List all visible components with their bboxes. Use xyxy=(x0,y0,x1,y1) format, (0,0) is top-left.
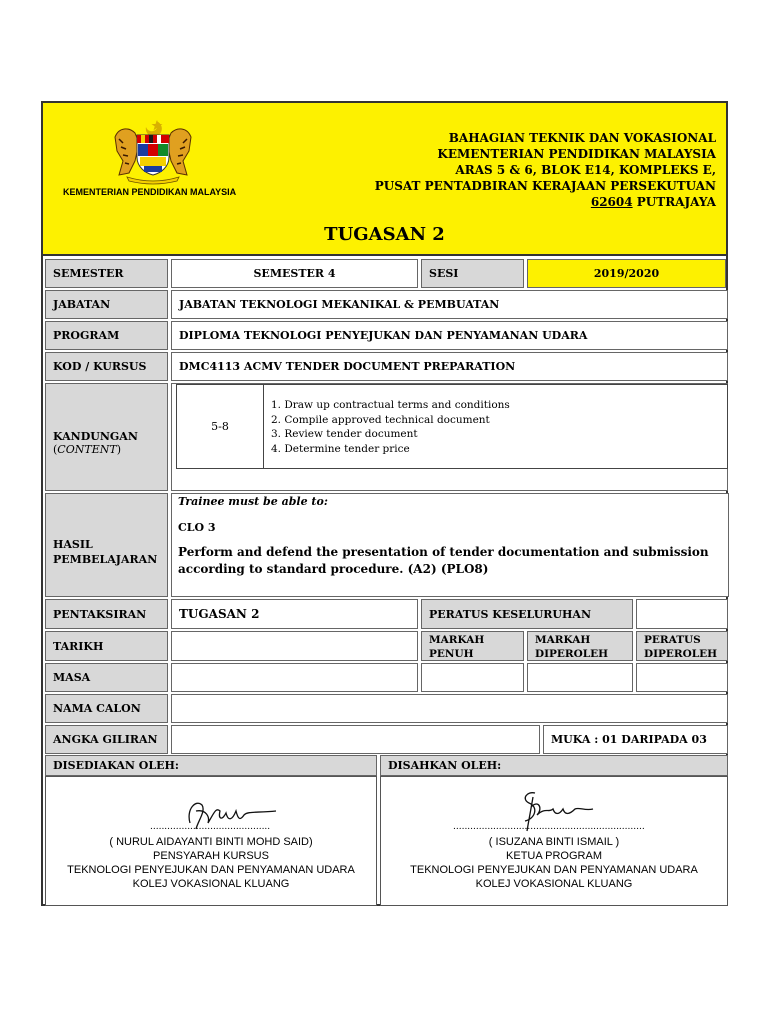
learning-outcome-box xyxy=(171,493,729,597)
prepared-signature-box xyxy=(45,776,377,906)
peratus-diperoleh-value xyxy=(636,663,728,692)
tarikh-label: TARIKH xyxy=(45,631,168,661)
signature-line: .......................................... xyxy=(150,822,271,832)
document-title: TUGASAN 2 xyxy=(324,224,445,245)
prepared-signatory-role: PENSYARAH KURSUS xyxy=(153,850,269,862)
outcome-clo: CLO 3 xyxy=(178,521,216,534)
kandungan-label-cell xyxy=(45,383,168,491)
angka-giliran-label: ANGKA GILIRAN xyxy=(45,725,168,754)
kod-kursus-label: KOD / KURSUS xyxy=(45,352,168,381)
pentaksiran-label: PENTAKSIRAN xyxy=(45,599,168,629)
address-line: ARAS 5 & 6, BLOK E14, KOMPLEKS E, xyxy=(455,163,716,177)
assignment-cover-sheet xyxy=(41,101,728,906)
page-number: MUKA : 01 DARIPADA 03 xyxy=(543,725,728,754)
signature-line: ................................................................... xyxy=(453,822,645,832)
address-line: PUSAT PENTADBIRAN KERAJAAN PERSEKUTUAN xyxy=(374,179,716,193)
content-table xyxy=(176,384,728,469)
address-line: KEMENTERIAN PENDIDIKAN MALAYSIA xyxy=(437,147,716,161)
list-item: 2. Compile approved technical document xyxy=(271,413,490,426)
jabatan-label: JABATAN xyxy=(45,290,168,319)
prepared-by-label: DISEDIAKAN OLEH: xyxy=(45,755,377,776)
address-block xyxy=(375,130,716,210)
tarikh-value xyxy=(171,631,418,661)
masa-value xyxy=(171,663,418,692)
address-line: BAHAGIAN TEKNIK DAN VOKASIONAL xyxy=(448,131,716,145)
address-line xyxy=(375,194,716,210)
semester-label: SEMESTER xyxy=(45,259,168,288)
masa-label: MASA xyxy=(45,663,168,692)
markah-diperoleh-value xyxy=(527,663,633,692)
markah-diperoleh-label: MARKAH DIPEROLEH xyxy=(527,631,633,661)
angka-giliran-value xyxy=(171,725,540,754)
peratus-keseluruhan-value xyxy=(636,599,728,629)
prepared-signatory-dept: TEKNOLOGI PENYEJUKAN DAN PENYAMANAN UDARA xyxy=(67,864,355,876)
ministry-caption: KEMENTERIAN PENDIDIKAN MALAYSIA xyxy=(63,187,237,197)
approved-signatory-college: KOLEJ VOKASIONAL KLUANG xyxy=(475,878,633,890)
nama-calon-label: NAMA CALON xyxy=(45,694,168,723)
hasil-label-line: HASIL xyxy=(53,538,93,551)
outcome-intro: Trainee must be able to: xyxy=(178,495,328,508)
sesi-value: 2019/2020 xyxy=(527,259,726,288)
pentaksiran-value: TUGASAN 2 xyxy=(171,599,418,629)
prepared-signatory-name: ( NURUL AIDAYANTI BINTI MOHD SAID) xyxy=(109,836,313,848)
list-item: 4. Determine tender price xyxy=(271,442,410,455)
content-list xyxy=(271,398,510,456)
malaysia-coat-of-arms-logo xyxy=(105,117,201,185)
nama-calon-value xyxy=(171,694,728,723)
semester-value: SEMESTER 4 xyxy=(171,259,418,288)
peratus-diperoleh-label: PERATUS DIPEROLEH xyxy=(636,631,728,661)
prepared-signatory-college: KOLEJ VOKASIONAL KLUANG xyxy=(132,878,290,890)
approved-signatory-role: KETUA PROGRAM xyxy=(506,850,602,862)
markah-penuh-value xyxy=(421,663,524,692)
approved-signatory-dept: TEKNOLOGI PENYEJUKAN DAN PENYAMANAN UDARA xyxy=(410,864,698,876)
program-label: PROGRAM xyxy=(45,321,168,350)
jabatan-value: JABATAN TEKNOLOGI MEKANIKAL & PEMBUATAN xyxy=(171,290,728,319)
document-header xyxy=(43,103,726,256)
list-item: 1. Draw up contractual terms and conditions xyxy=(271,399,510,411)
outcome-text: Perform and defend the presentation of tender documentation and submission according to standard procedure. (A2) (PLO8) xyxy=(178,545,709,576)
kandungan-label-en: (CONTENT) xyxy=(53,443,121,456)
content-range: 5-8 xyxy=(177,385,264,468)
hasil-label-line: PEMBELAJARAN xyxy=(53,553,158,566)
postcode: 62604 xyxy=(590,195,633,209)
approved-by-label: DISAHKAN OLEH: xyxy=(380,755,728,776)
program-value: DIPLOMA TEKNOLOGI PENYEJUKAN DAN PENYAMANAN UDARA xyxy=(171,321,728,350)
list-item: 3. Review tender document xyxy=(271,428,418,440)
city: PUTRAJAYA xyxy=(632,195,716,209)
approved-signatory-name: ( ISUZANA BINTI ISMAIL ) xyxy=(488,836,620,848)
kod-kursus-value: DMC4113 ACMV TENDER DOCUMENT PREPARATION xyxy=(171,352,728,381)
approved-signature-box xyxy=(380,776,728,906)
markah-penuh-label: MARKAH PENUH xyxy=(421,631,524,661)
hasil-pembelajaran-label-cell xyxy=(45,493,168,597)
kandungan-label: KANDUNGAN xyxy=(53,430,138,443)
peratus-keseluruhan-label: PERATUS KESELURUHAN xyxy=(421,599,633,629)
sesi-label: SESI xyxy=(421,259,524,288)
